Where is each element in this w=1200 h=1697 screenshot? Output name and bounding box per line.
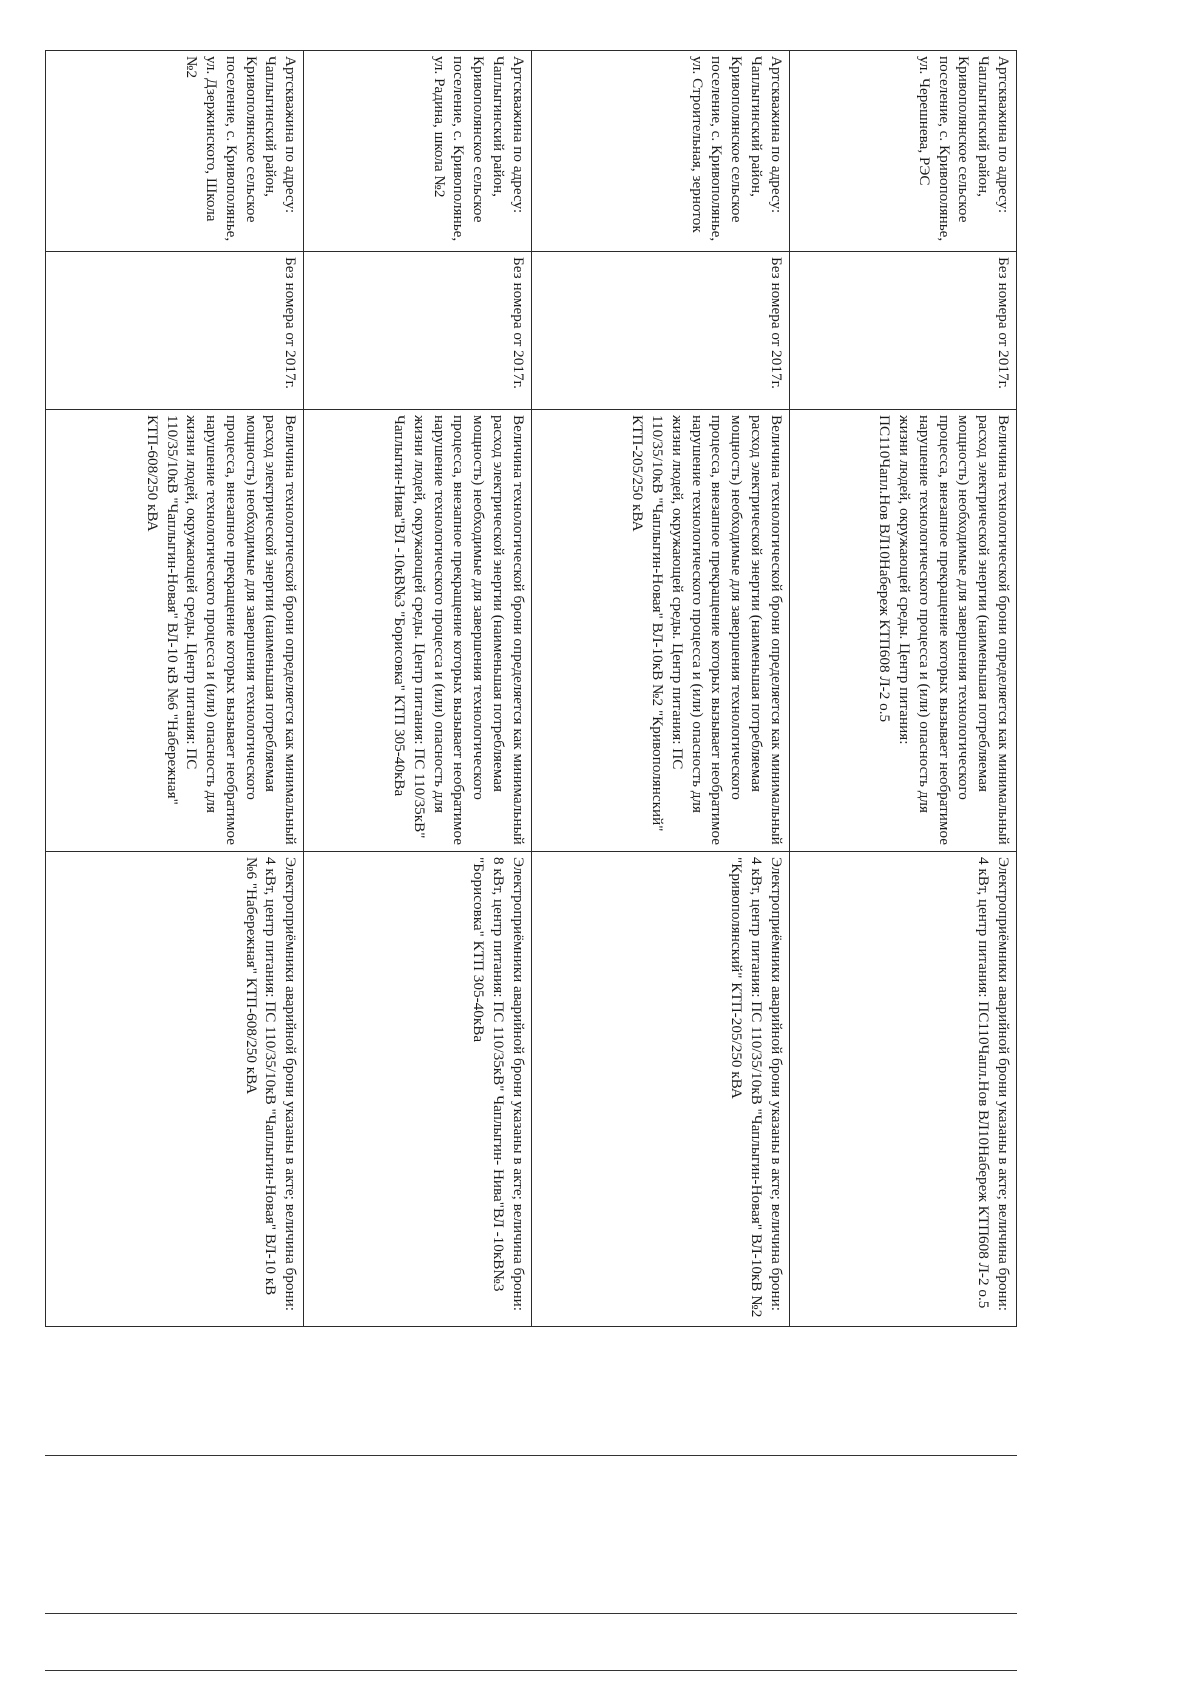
document-cell: Без номера от 2017г.	[304, 252, 531, 410]
emergency-reserve-cell: Электроприёмники аварийной брони указаны в акте; величина брони: 4 кВт, центр питания: ПС 110/35/10кВ "Чаплыгин-Новая" ВЛ-10кВ №2 "Кривополянский" КТП-205/250 кВА	[531, 852, 789, 1327]
power-reserve-table	[45, 50, 1017, 1327]
emergency-reserve-cell: Электроприёмники аварийной брони указаны в акте; величина брони: 4 кВт, центр питания: ПС 110/35/10кВ "Чаплыгин-Новая" ВЛ-10 кВ №6 "Набережная" КТП-608/250 кВА	[46, 852, 304, 1327]
table-row	[46, 51, 304, 1327]
bottom-rule-3	[45, 1670, 1017, 1671]
object-address-cell: Артскважина по адресу: Чаплыгинский район, Кривополянское сельское поселение, с. Кривополянье, ул. Черешнева, РЭС	[789, 51, 1016, 252]
document-cell: Без номера от 2017г.	[789, 252, 1016, 410]
emergency-reserve-cell: Электроприёмники аварийной брони указаны в акте; величина брони: 8 кВт, центр питания: ПС 110/35кВ" Чаплыгин- Нива"ВЛ -10кВ№3 "Борисовка" КТП 305-40кВа	[304, 852, 531, 1327]
bottom-rule-1	[45, 1455, 1017, 1456]
technological-reserve-cell: Величина технологической брони определяется как минимальный расход электрической энергии (наименьшая потребляемая мощность) необходимые для завершения технологического процесса, внезапное прекращение которых вызывает необратимое нарушение технологического процесса и (или) опасность для жизни людей, окружающей среды. Центр питания: ПС 110/35/10кВ "Чаплыгин-Новая" ВЛ-10кВ №2 "Кривополянский" КТП-205/250 кВА	[531, 410, 789, 852]
document-cell: Без номера от 2017г.	[46, 252, 304, 410]
table-row	[531, 51, 789, 1327]
table-row	[304, 51, 531, 1327]
rotated-table-sheet	[45, 50, 1017, 1326]
table-row	[789, 51, 1016, 1327]
emergency-reserve-cell: Электроприёмники аварийной брони указаны в акте; величина брони: 4 кВт, центр питания: ПС110Чапл.Нов ВЛ10Набереж КТП608 Л-2 о.5	[789, 852, 1016, 1327]
technological-reserve-cell: Величина технологической брони определяется как минимальный расход электрической энергии (наименьшая потребляемая мощность) необходимые для завершения технологического процесса, внезапное прекращение которых вызывает необратимое нарушение технологического процесса и (или) опасность для жизни людей, окружающей среды. Центр питания: ПС110Чапл.Нов ВЛ10Набереж КТП608 Л-2 о.5	[789, 410, 1016, 852]
object-address-cell: Артскважина по адресу: Чаплыгинский район, Кривополянское сельское поселение, с. Кривополянье, ул. Дзержинского, Школа №2	[46, 51, 304, 252]
technological-reserve-cell: Величина технологической брони определяется как минимальный расход электрической энергии (наименьшая потребляемая мощность) необходимые для завершения технологического процесса, внезапное прекращение которых вызывает необратимое нарушение технологического процесса и (или) опасность для жизни людей, окружающей среды. Центр питания: ПС 110/35/10кВ "Чаплыгин-Новая" ВЛ-10 кВ №6 "Набережная" КТП-608/250 кВА	[46, 410, 304, 852]
object-address-cell: Артскважина по адресу: Чаплыгинский район, Кривополянское сельское поселение, с. Кривополянье, ул. Радина, школа №2	[304, 51, 531, 252]
object-address-cell: Артскважина по адресу: Чаплыгинский район, Кривополянское сельское поселение, с. Кривополянье, ул. Строительная, зерноток	[531, 51, 789, 252]
technological-reserve-cell: Величина технологической брони определяется как минимальный расход электрической энергии (наименьшая потребляемая мощность) необходимые для завершения технологического процесса, внезапное прекращение которых вызывает необратимое нарушение технологического процесса и (или) опасность для жизни людей, окружающей среды. Центр питания: ПС 110/35кВ" Чаплыгин-Нива"ВЛ -10кВ№3 "Борисовка" КТП 305-40кВа	[304, 410, 531, 852]
bottom-rule-2	[45, 1613, 1017, 1614]
document-cell: Без номера от 2017г.	[531, 252, 789, 410]
